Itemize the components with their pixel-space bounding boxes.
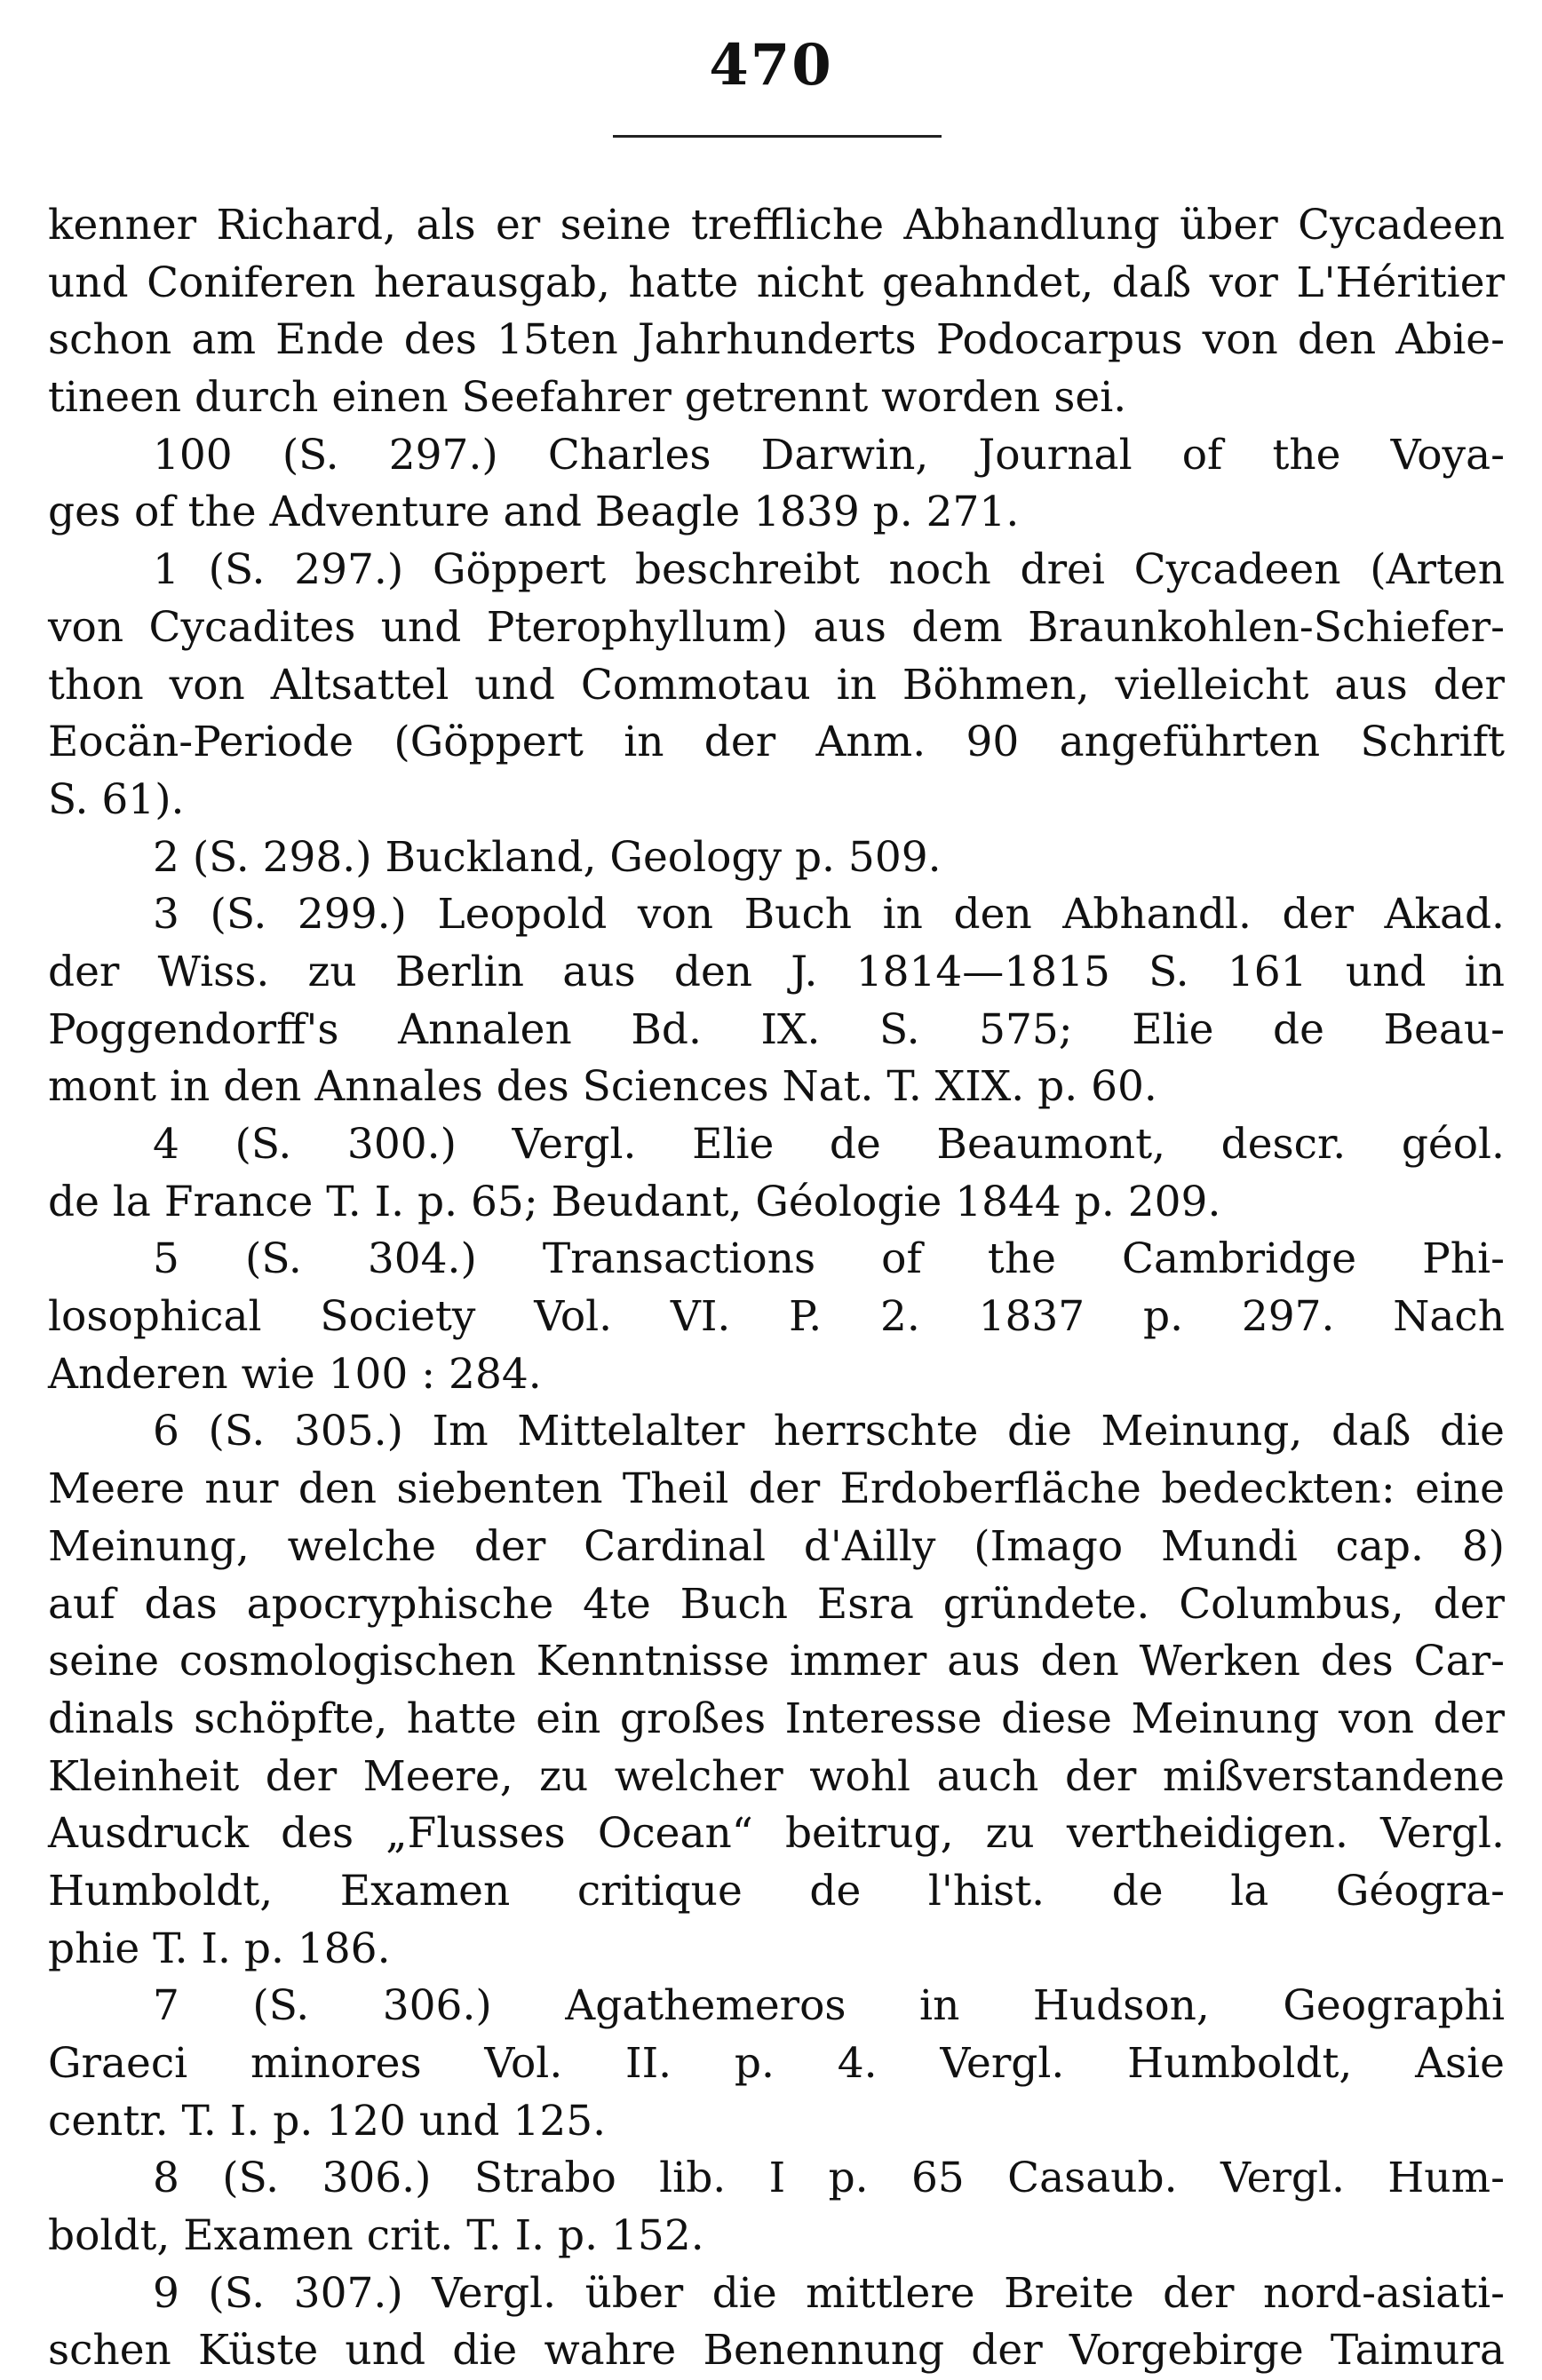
- text-line: auf das apocryphische 4te Buch Esra gründete. Columbus, der: [48, 1579, 1505, 1629]
- text-line: dinals schöpfte, hatte ein großes Interesse diese Meinung von der: [48, 1694, 1505, 1743]
- text-line: 2 (S. 298.) Buckland, Geology p. 509.: [153, 832, 942, 882]
- text-line: 8 (S. 306.) Strabo lib. I p. 65 Casaub. Vergl. Hum-: [153, 2154, 1505, 2203]
- text-line: 100 (S. 297.) Charles Darwin, Journal of the Voya-: [153, 430, 1505, 480]
- text-line: de la France T. I. p. 65; Beudant, Géologie 1844 p. 209.: [48, 1177, 1221, 1226]
- text-line: ges of the Adventure and Beagle 1839 p. 271.: [48, 488, 1020, 537]
- text-line: schon am Ende des 15ten Jahrhunderts Podocarpus von den Abie-: [48, 315, 1505, 365]
- text-line: tineen durch einen Seefahrer getrennt worden sei.: [48, 373, 1127, 423]
- text-line: Humboldt, Examen critique de l'hist. de la Géogra-: [48, 1866, 1505, 1916]
- text-line: Graeci minores Vol. II. p. 4. Vergl. Humboldt, Asie: [48, 2039, 1505, 2088]
- text-line: Eocän-Periode (Göppert in der Anm. 90 angeführten Schrift: [48, 718, 1505, 767]
- footnote-text-block: [48, 197, 1505, 2380]
- text-line: phie T. I. p. 186.: [48, 1924, 391, 1973]
- header-rule: [613, 135, 942, 138]
- text-line: kenner Richard, als er seine treffliche Abhandlung über Cycadeen: [48, 201, 1505, 250]
- text-line: Poggendorff's Annalen Bd. IX. S. 575; Elie de Beau-: [48, 1004, 1505, 1054]
- text-line: Kleinheit der Meere, zu welcher wohl auch der mißverstandene: [48, 1751, 1505, 1801]
- text-line: der Wiss. zu Berlin aus den J. 1814—1815 S. 161 und in: [48, 947, 1505, 996]
- text-line: boldt, Examen crit. T. I. p. 152.: [48, 2211, 704, 2261]
- text-line: und Coniferen herausgab, hatte nicht geahndet, daß vor L'Héritier: [48, 258, 1505, 307]
- text-line: S. 61).: [48, 774, 185, 824]
- text-line: Meinung, welche der Cardinal d'Ailly (Imago Mundi cap. 8): [48, 1521, 1505, 1571]
- text-line: Ausdruck des „Flusses Ocean“ beitrug, zu vertheidigen. Vergl.: [48, 1809, 1505, 1859]
- text-line: von Cycadites und Pterophyllum) aus dem Braunkohlen-Schiefer-: [48, 602, 1505, 652]
- text-line: centr. T. I. p. 120 und 125.: [48, 2096, 607, 2146]
- text-line: schen Küste und die wahre Benennung der Vorgebirge Taimura: [48, 2326, 1505, 2376]
- text-line: Anderen wie 100 : 284.: [48, 1349, 542, 1399]
- text-line: mont in den Annales des Sciences Nat. T. XIX. p. 60.: [48, 1062, 1157, 1112]
- text-line: seine cosmologischen Kenntnisse immer aus den Werken des Car-: [48, 1637, 1505, 1686]
- text-line: 9 (S. 307.) Vergl. über die mittlere Breite der nord-asiati-: [153, 2268, 1505, 2318]
- text-line: 1 (S. 297.) Göppert beschreibt noch drei Cycadeen (Arten: [153, 545, 1505, 595]
- text-line: Meere nur den siebenten Theil der Erdoberfläche bedeckten: eine: [48, 1464, 1505, 1514]
- text-line: 3 (S. 299.) Leopold von Buch in den Abhandl. der Akad.: [153, 890, 1505, 940]
- text-line: 7 (S. 306.) Agathemeros in Hudson, Geographi: [153, 1981, 1505, 2031]
- text-line: 5 (S. 304.) Transactions of the Cambridge Phi-: [153, 1234, 1505, 1284]
- page-number: 470: [709, 32, 833, 99]
- text-line: thon von Altsattel und Commotau in Böhmen, vielleicht aus der: [48, 660, 1505, 710]
- text-line: 6 (S. 305.) Im Mittelalter herrschte die Meinung, daß die: [153, 1407, 1505, 1456]
- text-line: losophical Society Vol. VI. P. 2. 1837 p. 297. Nach: [48, 1292, 1505, 1342]
- text-line: 4 (S. 300.) Vergl. Elie de Beaumont, descr. géol.: [153, 1120, 1505, 1169]
